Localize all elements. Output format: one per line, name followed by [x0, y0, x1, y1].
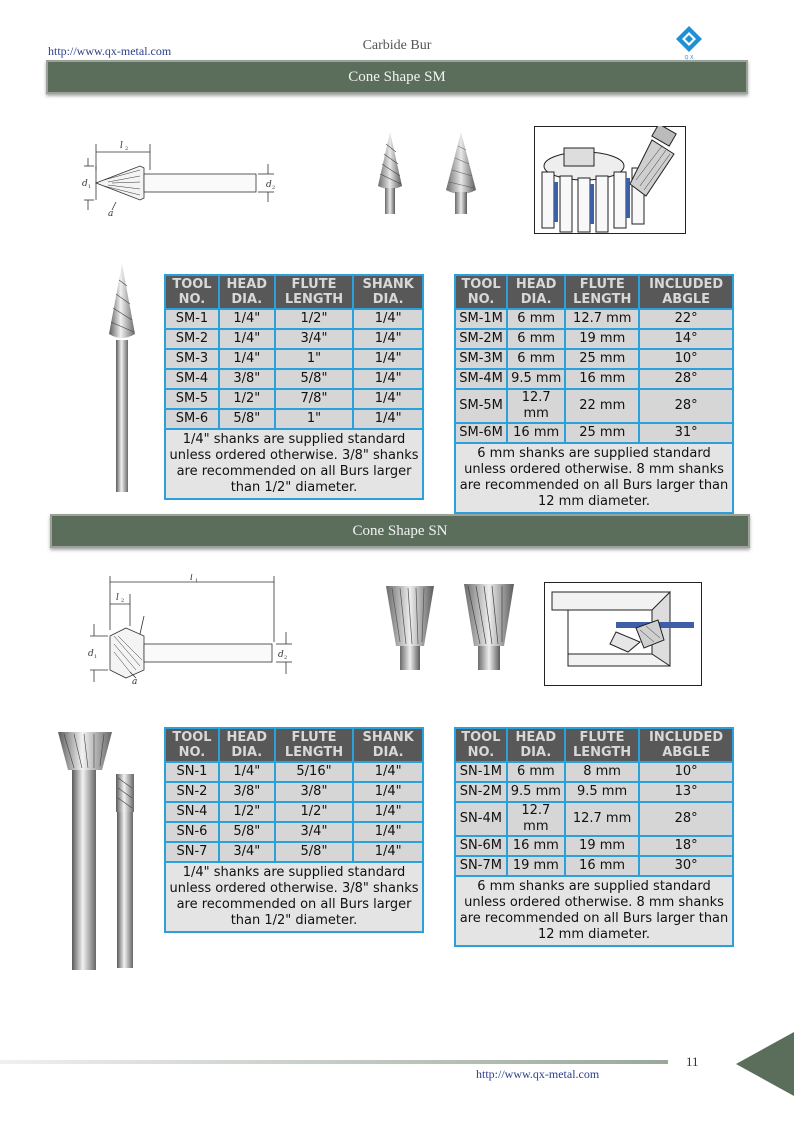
label-d1-sub: 1 [94, 654, 98, 660]
sm-application-illustration [534, 126, 686, 234]
sm-dimension-diagram [78, 136, 284, 218]
label-l1: l [190, 574, 193, 583]
table-row: SN-1M 6 mm 8 mm 10° [455, 762, 733, 782]
footer-divider [0, 1060, 668, 1064]
page-number: 11 [686, 1054, 699, 1069]
label-d2: d [278, 650, 284, 660]
table-note: 6 mm shanks are supplied standard unless ordered otherwise. 8 mm shanks are recommended on all Burs larger than 12 mm diameter. [455, 876, 733, 946]
column-header: HEAD DIA. [219, 275, 275, 309]
column-header: HEAD DIA. [507, 728, 565, 762]
table-row: SN-2M 9.5 mm 9.5 mm 13° [455, 782, 733, 802]
column-header: INCLUDED ABGLE [639, 728, 733, 762]
table-row: SN-4M 12.7 mm 12.7 mm 28° [455, 802, 733, 836]
table-note-row [455, 443, 733, 513]
column-header: SHANK DIA. [353, 275, 423, 309]
column-header: TOOL NO. [165, 728, 219, 762]
table-row: SN-6M 16 mm 19 mm 18° [455, 836, 733, 856]
label-d1: d [88, 649, 94, 659]
table-row: SM-3M 6 mm 25 mm 10° [455, 349, 733, 369]
label-a: a [108, 209, 114, 218]
column-header: TOOL NO. [455, 728, 507, 762]
label-d1: d [82, 179, 88, 189]
table-row: SM-5 1/2" 7/8" 1/4" [165, 389, 423, 409]
table-row: SN-7 3/4" 5/8" 1/4" [165, 842, 423, 862]
document-title: Carbide Bur [362, 38, 432, 53]
label-d1-sub: 1 [88, 184, 92, 190]
label-l2-sub: 2 [125, 146, 129, 152]
sm-bur-photo-1 [372, 130, 408, 216]
label-l2: l [116, 593, 119, 603]
column-header: HEAD DIA. [219, 728, 275, 762]
column-header: TOOL NO. [455, 275, 507, 309]
table-row: SM-6M 16 mm 25 mm 31° [455, 423, 733, 443]
sm-inch-table [164, 274, 424, 500]
table-row: SM-5M 12.7 mm 22 mm 28° [455, 389, 733, 423]
sn-dimension-diagram [78, 574, 298, 684]
table-note: 1/4" shanks are supplied standard unless ordered otherwise. 3/8" shanks are recommended on all Burs larger than 1/2" diameter. [165, 429, 423, 499]
label-d2-sub: 2 [272, 185, 276, 191]
sn-bur-photo-2 [460, 580, 518, 672]
column-header: FLUTE LENGTH [565, 728, 639, 762]
logo-text: Q X [684, 55, 694, 60]
label-l2-sub: 2 [121, 598, 125, 604]
table-row: SM-6 5/8" 1" 1/4" [165, 409, 423, 429]
table-row: SM-4M 9.5 mm 16 mm 28° [455, 369, 733, 389]
column-header: FLUTE LENGTH [565, 275, 639, 309]
column-header: TOOL NO. [165, 275, 219, 309]
table-row: SM-2 1/4" 3/4" 1/4" [165, 329, 423, 349]
table-row: SM-4 3/8" 5/8" 1/4" [165, 369, 423, 389]
header-url[interactable]: http://www.qx-metal.com [48, 44, 172, 58]
label-d2: d [266, 180, 272, 190]
table-note: 1/4" shanks are supplied standard unless ordered otherwise. 3/8" shanks are recommended on all Burs larger than 1/2" diameter. [165, 862, 423, 932]
table-note-row [165, 862, 423, 932]
table-note-row [165, 429, 423, 499]
table-row: SM-1M 6 mm 12.7 mm 22° [455, 309, 733, 329]
column-header: HEAD DIA. [507, 275, 565, 309]
column-header: FLUTE LENGTH [275, 728, 354, 762]
qx-logo-icon [674, 24, 704, 60]
footer-url[interactable]: http://www.qx-metal.com [476, 1067, 600, 1081]
sm-bur-long-photo [104, 262, 140, 494]
table-row: SN-2 3/8" 3/8" 1/4" [165, 782, 423, 802]
table-row: SN-7M 19 mm 16 mm 30° [455, 856, 733, 876]
sm-bur-photo-2 [440, 130, 482, 216]
sn-inch-table [164, 727, 424, 933]
sn-metric-table [454, 727, 734, 947]
section-banner-sm: Cone Shape SM [46, 60, 748, 94]
table-row: SN-4 1/2" 1/2" 1/4" [165, 802, 423, 822]
label-l2: l [120, 141, 123, 151]
column-header: SHANK DIA. [353, 728, 423, 762]
column-header: INCLUDED ABGLE [639, 275, 733, 309]
label-a: a [132, 677, 138, 684]
table-note: 6 mm shanks are supplied standard unless ordered otherwise. 8 mm shanks are recommended on all Burs larger than 12 mm diameter. [455, 443, 733, 513]
corner-triangle-icon [736, 1032, 794, 1096]
table-row: SM-1 1/4" 1/2" 1/4" [165, 309, 423, 329]
table-row: SN-1 1/4" 5/16" 1/4" [165, 762, 423, 782]
sm-metric-table [454, 274, 734, 514]
table-note-row [455, 876, 733, 946]
label-l1-sub: 1 [195, 578, 199, 584]
label-d2-sub: 2 [284, 655, 288, 661]
sn-bur-photo-1 [382, 580, 438, 672]
column-header: FLUTE LENGTH [275, 275, 354, 309]
sn-application-illustration [544, 582, 702, 686]
sn-bur-long-photo [56, 730, 140, 972]
section-banner-sn: Cone Shape SN [50, 514, 750, 548]
table-row: SM-3 1/4" 1" 1/4" [165, 349, 423, 369]
table-row: SM-2M 6 mm 19 mm 14° [455, 329, 733, 349]
table-row: SN-6 5/8" 3/4" 1/4" [165, 822, 423, 842]
